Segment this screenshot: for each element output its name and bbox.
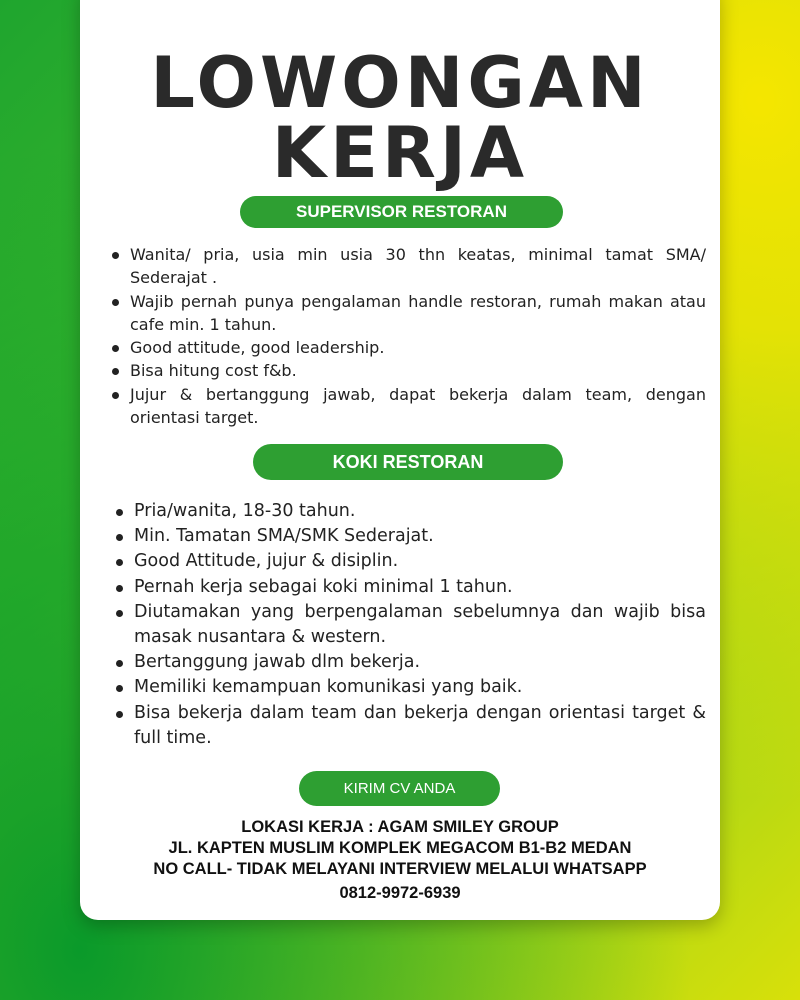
list-item: Min. Tamatan SMA/SMK Sederajat.	[114, 524, 706, 549]
title-line-2: KERJA	[271, 112, 529, 194]
title-line-1: LOWONGAN	[150, 42, 650, 124]
list-item: Pernah kerja sebagai koki minimal 1 tahun.	[114, 575, 706, 600]
list-item: Memiliki kemampuan komunikasi yang baik.	[114, 675, 706, 700]
list-item: Pria/wanita, 18-30 tahun.	[114, 499, 706, 524]
section-heading-supervisor: SUPERVISOR RESTORAN	[240, 196, 563, 228]
list-item: Jujur & bertanggung jawab, dapat bekerja dalam team, dengan orientasi target.	[110, 383, 706, 430]
list-item: Good Attitude, jujur & disiplin.	[114, 549, 706, 574]
list-item: Bertanggung jawab dlm bekerja.	[114, 650, 706, 675]
section-heading-koki: KOKI RESTORAN	[253, 444, 563, 480]
list-item: Wanita/ pria, usia min usia 30 thn keatas, minimal tamat SMA/ Sederajat .	[110, 243, 706, 290]
phone-number: 0812-9972-6939	[339, 884, 461, 902]
requirements-list-koki	[114, 499, 706, 751]
no-call-note: NO CALL- TIDAK MELAYANI INTERVIEW MELALUI WHATSAPP	[153, 860, 647, 878]
address: JL. KAPTEN MUSLIM KOMPLEK MEGACOM B1-B2 MEDAN	[168, 839, 632, 857]
list-item: Diutamakan yang berpengalaman sebelumnya dan wajib bisa masak nusantara & western.	[114, 600, 706, 650]
work-location: LOKASI KERJA : AGAM SMILEY GROUP	[241, 818, 559, 836]
send-cv-button[interactable]: KIRIM CV ANDA	[299, 771, 500, 806]
list-item: Wajib pernah punya pengalaman handle restoran, rumah makan atau cafe min. 1 tahun.	[110, 290, 706, 337]
requirements-list-supervisor	[110, 243, 706, 429]
list-item: Bisa bekerja dalam team dan bekerja dengan orientasi target & full time.	[114, 701, 706, 751]
list-item: Bisa hitung cost f&b.	[110, 359, 706, 382]
list-item: Good attitude, good leadership.	[110, 336, 706, 359]
